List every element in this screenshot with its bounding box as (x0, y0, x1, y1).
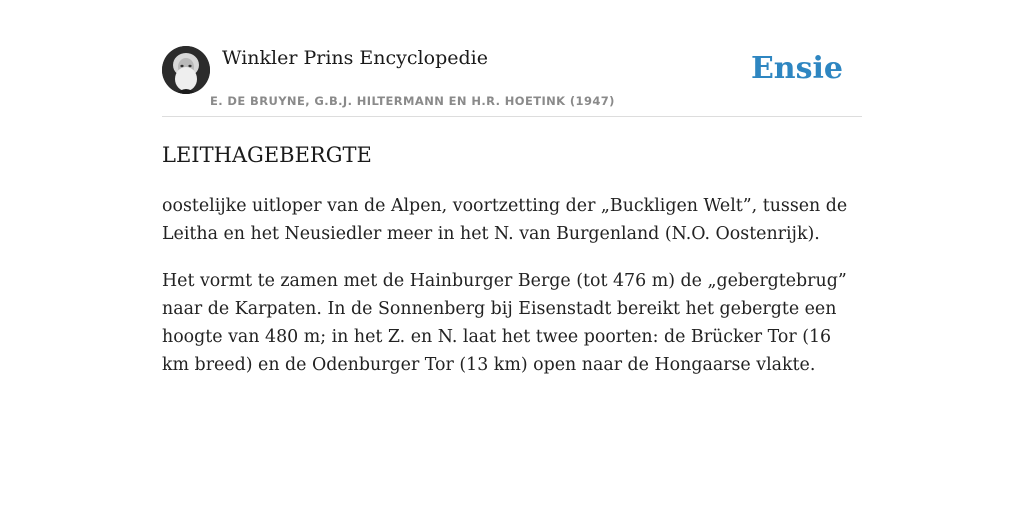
ensie-logo-link[interactable]: Ensie (750, 51, 843, 86)
author-portrait-icon (162, 46, 210, 94)
source-authors: E. DE BRUYNE, G.B.J. HILTERMANN EN H.R. HOETINK (1947) (210, 94, 615, 108)
entry-title: LEITHAGEBERGTE (162, 143, 372, 167)
entry-paragraph: Het vormt te zamen met de Hainburger Berge (tot 476 m) de „gebergtebrug” naar de Karpaten. In de Sonnenberg bij Eisenstadt bereikt het gebergte een hoogte van 480 m; in het Z. en N. laat het twee poorten: de Brücker Tor (16 km breed) en de Odenburger Tor (13 km) open naar de Hongaarse vlakte. (162, 271, 847, 375)
entry-body (162, 192, 862, 398)
author-avatar[interactable] (162, 46, 210, 94)
entry-paragraph: oostelijke uitloper van de Alpen, voortzetting der „Buckligen Welt”, tussen de Leitha en het Neusiedler meer in het N. van Burgenland (N.O. Oostenrijk). (162, 196, 848, 244)
source-header (162, 46, 862, 117)
source-title[interactable]: Winkler Prins Encyclopedie (222, 47, 488, 69)
page (162, 0, 862, 512)
